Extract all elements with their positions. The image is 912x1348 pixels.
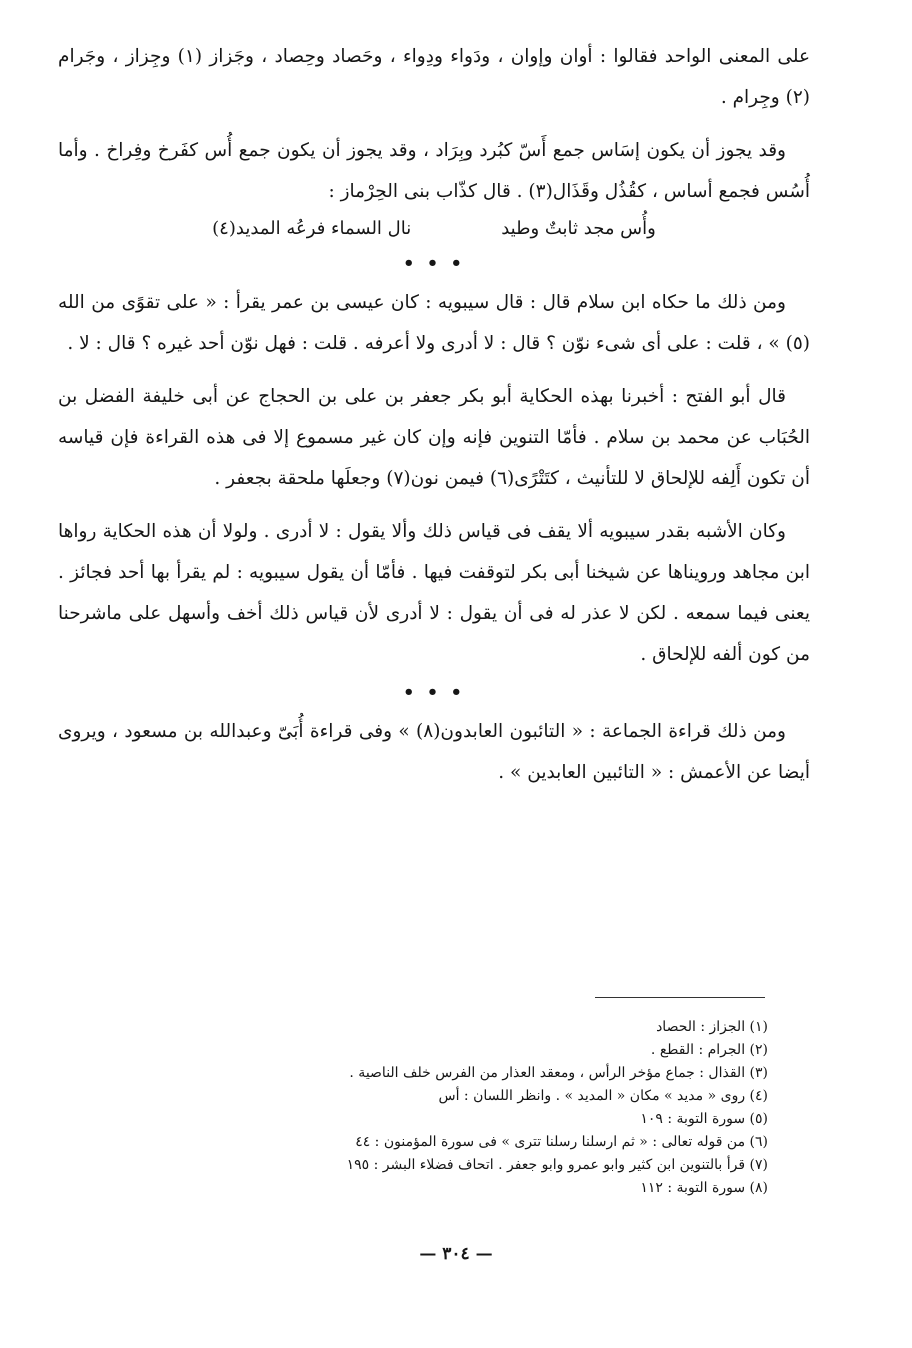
main-text bbox=[58, 36, 810, 793]
poetry-verse bbox=[58, 212, 810, 246]
section-separator: • • • bbox=[402, 682, 466, 703]
footnote-item: (٦) من قوله تعالى : « ثم ارسلنا رسلنا تترى » فى سورة المؤمنون : ٤٤ bbox=[355, 1134, 768, 1150]
footnote-item: (٥) سورة التوبة : ١٠٩ bbox=[640, 1111, 768, 1127]
paragraph-4: قال أبو الفتح : أخبرنا بهذه الحكاية أبو بكر جعفر بن على بن الحجاج عن أبى خليفة الفضل بن الحُبَاب عن محمد بن سلام . فأمّا التنوين فإنه وإن كان غير مسموع إلا فى هذه القراءة فإن قياسه أن تكون أَلِفه للإلحاق لا للتأنيث ، كتَتْرًى(٦) فيمن نون(٧) وجعلَها ملحقة بجعفر . bbox=[58, 386, 810, 489]
paragraph-2: وقد يجوز أن يكون إسَاس جمع أَسّ كبُرد وبِرَاد ، وقد يجوز أن يكون جمع أُس كفَرخ وفِراخ . وأما أُسُس فجمع أساس ، كقُذُل وقَذَال(٣) . قال كذّاب بنى الحِرْماز : bbox=[58, 140, 810, 202]
footnote-item: (٤) روى « مديد » مكان « المديد » . وانظر اللسان : أس bbox=[438, 1088, 768, 1104]
paragraph-6: ومن ذلك قراءة الجماعة : « التائبون العابدون(٨) » وفى قراءة أُبَىّ وعبدالله بن مسعود ، ويروى أيضا عن الأعمش : « التائبين العابدين » . bbox=[58, 721, 810, 783]
footnote-item: (٨) سورة التوبة : ١١٢ bbox=[640, 1180, 768, 1196]
section-separator: • • • bbox=[402, 253, 466, 274]
footnote-divider bbox=[595, 997, 765, 998]
page-number: — ٣٠٤ — bbox=[419, 1244, 493, 1264]
verse-hemistich-right: وأُس مجد ثابتٌ وطيد bbox=[501, 218, 656, 239]
footnote-item: (١) الجزاز : الحصاد bbox=[656, 1019, 768, 1035]
verse-hemistich-left: نال السماء فرعُه المديد(٤) bbox=[212, 218, 412, 239]
footnotes bbox=[150, 1016, 768, 1200]
paragraph-3: ومن ذلك ما حكاه ابن سلام قال : قال سيبويه : كان عيسى بن عمر يقرأ : « على تقوًى من الله (٥) » ، قلت : على أى شىء نوّن ؟ قال : لا أدرى ولا أعرفه . قلت : فهل نوّن أحد غيره ؟ قال : لا . bbox=[58, 292, 810, 354]
footnote-item: (٣) القذال : جماع مؤخر الرأس ، ومعقد العذار من الفرس خلف الناصية . bbox=[349, 1065, 768, 1081]
footnote-item: (٢) الجرام : القطع . bbox=[650, 1042, 768, 1058]
paragraph-1: على المعنى الواحد فقالوا : أوان وإوان ، ودَواء ودِواء ، وحَصاد وحِصاد ، وجَزاز (١) وجِزاز ، وجَرام (٢) وجِرام . bbox=[58, 46, 810, 108]
paragraph-5: وكان الأشبه بقدر سيبويه ألا يقف فى قياس ذلك وألا يقول : لا أدرى . ولولا أن هذه الحكاية رواها ابن مجاهد ورويناها عن شيخنا أبى بكر لتوقفت فيها . فأمّا أن يقول سيبويه : لم يقرأ بها أحد فجائز . يعنى فيما سمعه . لكن لا عذر له فى أن يقول : لا أدرى لأن قياس ذلك أخف وأسهل على ماشرحنا من كون ألفه للإلحاق . bbox=[58, 521, 810, 665]
footnote-item: (٧) قرأ بالتنوين ابن كثير وابو عمرو وابو جعفر . اتحاف فضلاء البشر : ١٩٥ bbox=[346, 1157, 768, 1173]
